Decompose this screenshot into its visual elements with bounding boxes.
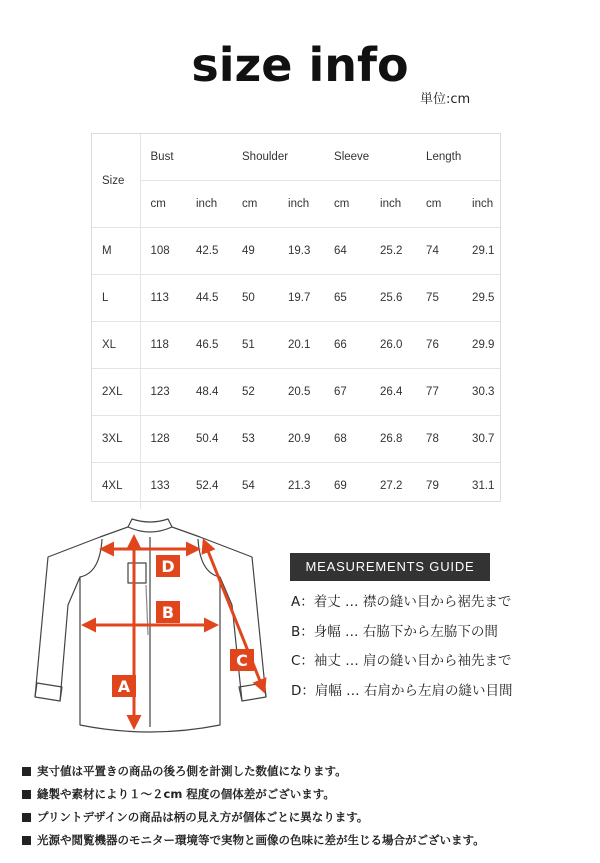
table-cell: 76 xyxy=(416,322,462,369)
unit-label: 単位:cm xyxy=(420,92,471,107)
size-column-header: Size xyxy=(92,134,140,228)
group-header-length: Length xyxy=(426,151,462,163)
table-cell: 19.3 xyxy=(278,228,324,275)
table-cell: 30.3 xyxy=(462,369,500,416)
measurements-guide-heading: MEASUREMENTS GUIDE xyxy=(290,553,490,581)
table-cell: 30.7 xyxy=(462,416,500,463)
group-header-sleeve: Sleeve xyxy=(334,151,370,163)
table-cell: 68 xyxy=(324,416,370,463)
table-row xyxy=(92,416,500,463)
note-text: 縫製や素材により１～２cm 程度の個体差がございます。 xyxy=(37,787,335,801)
size-cell: XL xyxy=(92,322,140,369)
table-cell: 69 xyxy=(324,463,370,510)
table-cell: 26.0 xyxy=(370,322,416,369)
size-cell: 2XL xyxy=(92,369,140,416)
table-cell: 46.5 xyxy=(186,322,232,369)
guide-item-a: A：着丈 … 襟の縫い目から裾先まで xyxy=(291,594,512,610)
table-cell: 54 xyxy=(232,463,278,510)
size-cell: M xyxy=(92,228,140,275)
unit-header-inch: inch xyxy=(186,181,232,228)
size-table xyxy=(91,133,501,502)
note-text: 実寸値は平置きの商品の後ろ側を計測した数値になります。 xyxy=(37,764,347,778)
table-cell: 65 xyxy=(324,275,370,322)
table-row xyxy=(92,322,500,369)
table-cell: 42.5 xyxy=(186,228,232,275)
note-item xyxy=(22,785,485,808)
table-cell: 26.4 xyxy=(370,369,416,416)
table-cell: 123 xyxy=(140,369,186,416)
table-cell: 51 xyxy=(232,322,278,369)
note-text: プリントデザインの商品は柄の見え方が個体ごとに異なります。 xyxy=(37,810,369,824)
unit-header-cm: cm xyxy=(416,181,462,228)
table-cell: 78 xyxy=(416,416,462,463)
size-cell: 3XL xyxy=(92,416,140,463)
table-cell: 48.4 xyxy=(186,369,232,416)
size-cell: L xyxy=(92,275,140,322)
table-cell: 113 xyxy=(140,275,186,322)
table-cell: 25.6 xyxy=(370,275,416,322)
size-cell: 4XL xyxy=(92,463,140,510)
table-cell: 50.4 xyxy=(186,416,232,463)
measurements-guide-list xyxy=(291,592,512,710)
table-cell: 52.4 xyxy=(186,463,232,510)
shirt-illustration xyxy=(30,515,280,745)
table-cell: 26.8 xyxy=(370,416,416,463)
guide-item-d: D：肩幅 … 右肩から左肩の縫い目間 xyxy=(291,682,513,699)
table-row xyxy=(92,275,500,322)
table-cell: 20.1 xyxy=(278,322,324,369)
table-row xyxy=(92,369,500,416)
table-cell: 53 xyxy=(232,416,278,463)
table-cell: 133 xyxy=(140,463,186,510)
square-bullet-icon xyxy=(22,813,31,822)
unit-header-cm: cm xyxy=(140,181,186,228)
label-b: B xyxy=(161,603,175,622)
unit-header-inch: inch xyxy=(370,181,416,228)
table-cell: 49 xyxy=(232,228,278,275)
notes-list xyxy=(22,762,485,854)
square-bullet-icon xyxy=(22,790,31,799)
table-row xyxy=(92,463,500,510)
table-cell: 75 xyxy=(416,275,462,322)
unit-header-cm: cm xyxy=(324,181,370,228)
table-cell: 128 xyxy=(140,416,186,463)
note-item xyxy=(22,762,485,785)
table-cell: 44.5 xyxy=(186,275,232,322)
table-cell: 108 xyxy=(140,228,186,275)
table-cell: 29.9 xyxy=(462,322,500,369)
guide-item-b: B：身幅 … 右脇下から左脇下の間 xyxy=(291,623,498,640)
table-cell: 20.9 xyxy=(278,416,324,463)
square-bullet-icon xyxy=(22,836,31,845)
table-cell: 67 xyxy=(324,369,370,416)
table-cell: 79 xyxy=(416,463,462,510)
note-item xyxy=(22,808,485,831)
table-cell: 20.5 xyxy=(278,369,324,416)
size-table-grid xyxy=(92,134,500,509)
table-cell: 66 xyxy=(324,322,370,369)
unit-header-inch: inch xyxy=(278,181,324,228)
label-c: C xyxy=(236,651,248,670)
table-cell: 50 xyxy=(232,275,278,322)
table-cell: 29.1 xyxy=(462,228,500,275)
square-bullet-icon xyxy=(22,767,31,776)
guide-item-c: C：袖丈 … 肩の縫い目から袖先まで xyxy=(291,653,512,669)
note-text: 光源や閲覧機器のモニター環境等で実物と画像の色味に差が生じる場合がございます。 xyxy=(37,833,485,847)
table-cell: 29.5 xyxy=(462,275,500,322)
table-cell: 31.1 xyxy=(462,463,500,510)
table-row xyxy=(92,228,500,275)
note-item xyxy=(22,831,485,854)
label-d: D xyxy=(161,557,175,576)
table-cell: 118 xyxy=(140,322,186,369)
table-cell: 64 xyxy=(324,228,370,275)
table-cell: 21.3 xyxy=(278,463,324,510)
group-header-bust: Bust xyxy=(150,151,174,163)
table-cell: 52 xyxy=(232,369,278,416)
table-cell: 27.2 xyxy=(370,463,416,510)
label-a: A xyxy=(117,677,131,696)
table-cell: 77 xyxy=(416,369,462,416)
page-title: size info xyxy=(191,38,409,92)
unit-header-cm: cm xyxy=(232,181,278,228)
table-cell: 74 xyxy=(416,228,462,275)
group-header-shoulder: Shoulder xyxy=(242,151,289,163)
shirt-diagram xyxy=(30,515,280,745)
table-cell: 19.7 xyxy=(278,275,324,322)
unit-header-inch: inch xyxy=(462,181,500,228)
table-cell: 25.2 xyxy=(370,228,416,275)
